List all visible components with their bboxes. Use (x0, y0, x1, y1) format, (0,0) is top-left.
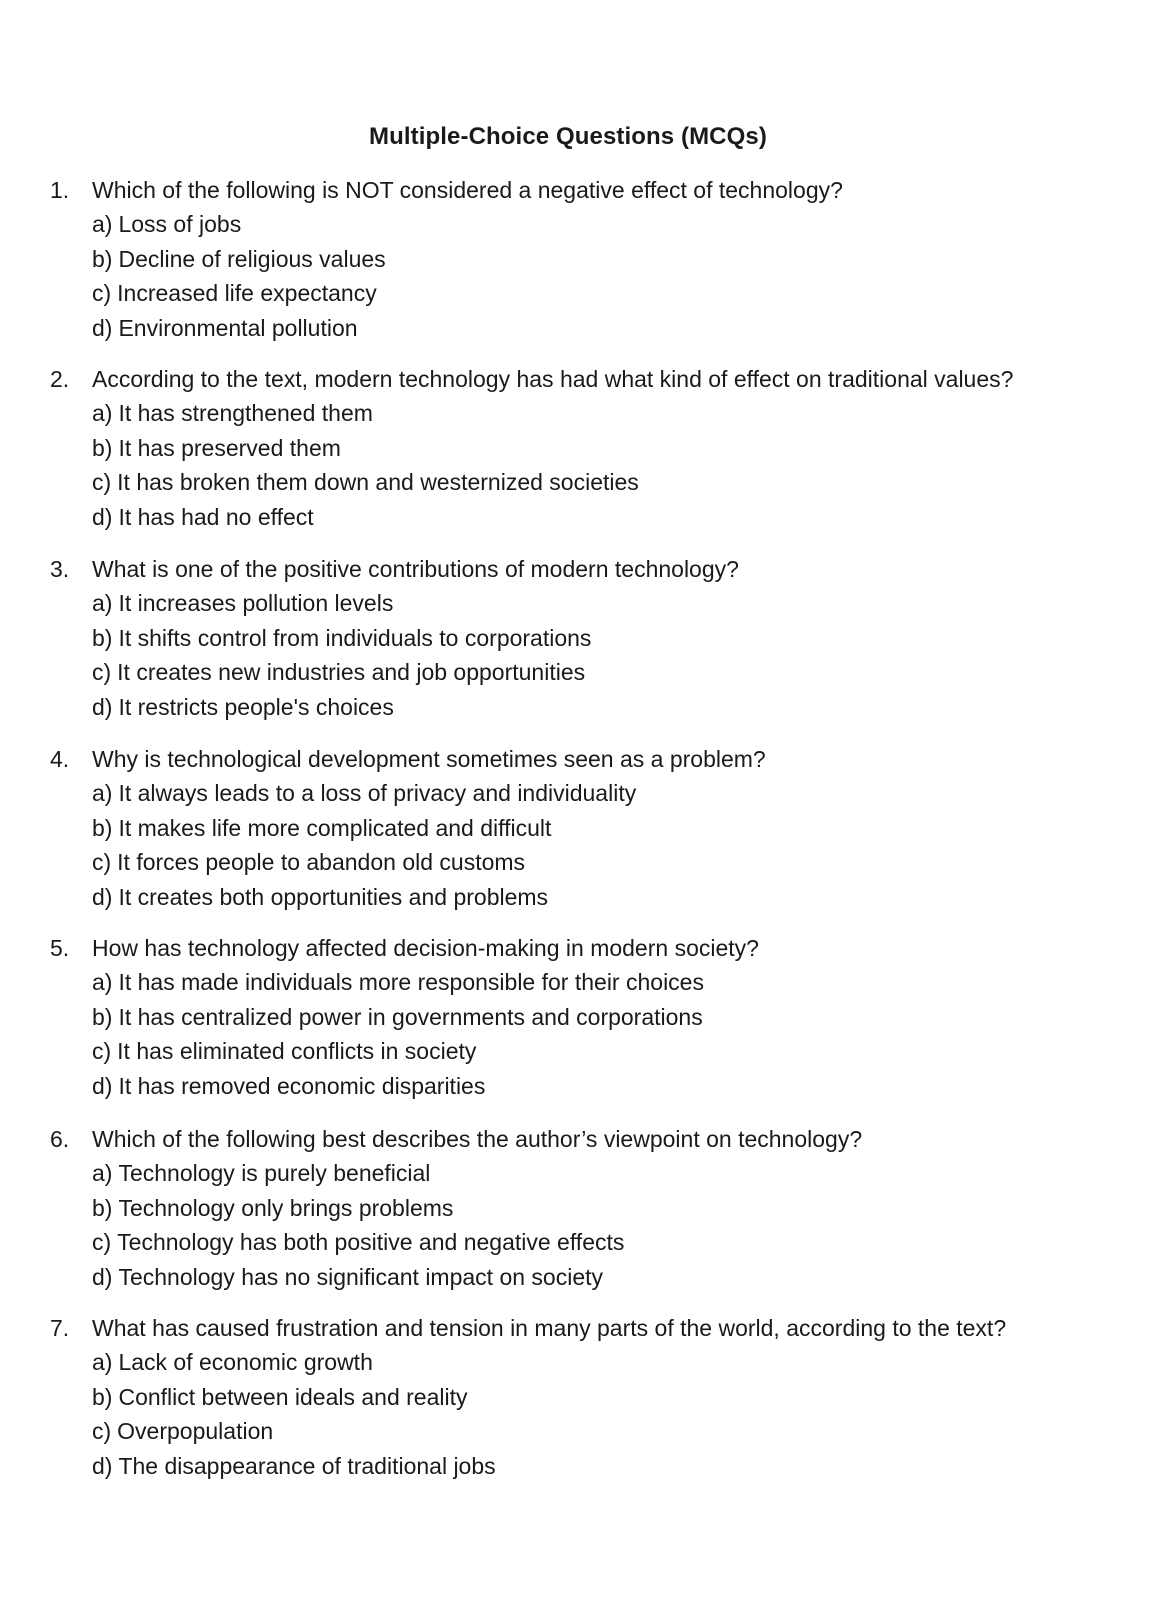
option-d (0, 690, 1156, 725)
option-c (0, 465, 1156, 500)
option-text: It always leads to a loss of privacy and individuality (118, 780, 637, 806)
question-stem (0, 552, 1156, 586)
option-text: It forces people to abandon old customs (117, 849, 526, 875)
option-text: It has broken them down and westernized societies (117, 469, 639, 495)
option-text: It increases pollution levels (118, 590, 394, 616)
option-text: Increased life expectancy (117, 280, 377, 306)
option-letter: c) (92, 1418, 112, 1444)
option-d (0, 311, 1156, 346)
question-stem (0, 173, 1156, 207)
option-a (0, 586, 1156, 621)
option-b (0, 811, 1156, 846)
option-letter: c) (92, 469, 112, 495)
option-text: It shifts control from individuals to corporations (118, 624, 592, 651)
option-d (0, 1069, 1156, 1104)
option-c (0, 1225, 1156, 1260)
option-d (0, 1260, 1156, 1295)
question-text: Which of the following best describes the author’s viewpoint on technology? (92, 1126, 863, 1152)
option-letter: a) (92, 969, 113, 995)
question-text: How has technology affected decision-making in modern society? (92, 935, 759, 961)
question-3 (0, 552, 1156, 724)
option-letter: c) (92, 1038, 112, 1064)
option-b (0, 1000, 1156, 1035)
option-letter: d) (92, 1263, 113, 1290)
option-text: It has centralized power in governments and corporations (118, 1003, 703, 1030)
option-text: Technology has no significant impact on society (118, 1263, 604, 1290)
option-letter: a) (92, 780, 113, 806)
option-letter: c) (92, 849, 112, 875)
question-text: What has caused frustration and tension in many parts of the world, according to the text? (92, 1315, 1007, 1341)
option-c (0, 845, 1156, 880)
option-text: Lack of economic growth (118, 1349, 373, 1375)
option-letter: c) (92, 280, 112, 306)
option-letter: a) (92, 1160, 113, 1186)
question-7 (0, 1311, 1156, 1483)
option-letter: b) (92, 1003, 113, 1030)
option-c (0, 276, 1156, 311)
question-stem (0, 1311, 1156, 1345)
option-letter: d) (92, 883, 113, 910)
option-a (0, 776, 1156, 811)
option-text: It has removed economic disparities (118, 1072, 486, 1099)
question-5 (0, 931, 1156, 1103)
question-stem (0, 1122, 1156, 1156)
option-letter: b) (92, 1383, 113, 1410)
option-letter: c) (92, 659, 112, 685)
option-letter: a) (92, 400, 113, 426)
question-2 (0, 362, 1156, 534)
option-letter: b) (92, 434, 113, 461)
option-c (0, 1414, 1156, 1449)
option-b (0, 242, 1156, 277)
option-a (0, 1156, 1156, 1191)
question-number: 4. (50, 746, 70, 772)
page-title: Multiple-Choice Questions (MCQs) (369, 123, 767, 150)
option-text: Overpopulation (117, 1418, 274, 1444)
option-b (0, 621, 1156, 656)
question-text: Why is technological development sometimes seen as a problem? (92, 746, 766, 772)
option-text: Technology has both positive and negative effects (117, 1229, 625, 1255)
option-letter: a) (92, 211, 113, 237)
option-a (0, 1345, 1156, 1380)
option-a (0, 207, 1156, 242)
option-text: Technology is purely beneficial (118, 1160, 431, 1186)
question-number: 3. (50, 556, 70, 582)
option-text: Technology only brings problems (118, 1194, 454, 1221)
option-c (0, 655, 1156, 690)
option-text: It has eliminated conflicts in society (117, 1038, 477, 1064)
option-text: It has had no effect (118, 503, 314, 530)
option-text: It has strengthened them (118, 400, 373, 426)
option-text: It restricts people's choices (118, 693, 394, 720)
option-letter: b) (92, 1194, 113, 1221)
option-text: Conflict between ideals and reality (118, 1383, 468, 1410)
option-d (0, 880, 1156, 915)
question-4 (0, 742, 1156, 914)
option-text: It creates new industries and job opportunities (117, 659, 586, 685)
option-b (0, 1191, 1156, 1226)
question-number: 7. (50, 1315, 70, 1341)
option-letter: c) (92, 1229, 112, 1255)
question-number: 2. (50, 366, 70, 392)
question-number: 1. (50, 177, 70, 203)
option-b (0, 1380, 1156, 1415)
option-letter: d) (92, 1452, 113, 1479)
option-letter: b) (92, 624, 113, 651)
question-stem (0, 742, 1156, 776)
option-letter: d) (92, 1072, 113, 1099)
option-letter: a) (92, 590, 113, 616)
option-text: It makes life more complicated and difficult (118, 814, 552, 841)
option-d (0, 500, 1156, 535)
option-text: Loss of jobs (118, 211, 242, 237)
question-number: 6. (50, 1126, 70, 1152)
option-a (0, 396, 1156, 431)
option-text: Decline of religious values (118, 245, 386, 272)
option-letter: a) (92, 1349, 113, 1375)
option-c (0, 1034, 1156, 1069)
option-text: It creates both opportunities and problems (118, 883, 549, 910)
question-1 (0, 173, 1156, 345)
option-text: Environmental pollution (118, 314, 358, 341)
option-letter: d) (92, 503, 113, 530)
question-text: Which of the following is NOT considered a negative effect of technology? (92, 177, 843, 203)
question-text: According to the text, modern technology has had what kind of effect on traditional values? (92, 366, 1014, 392)
option-a (0, 965, 1156, 1000)
option-text: It has preserved them (118, 434, 341, 461)
option-letter: d) (92, 693, 113, 720)
question-stem (0, 362, 1156, 396)
question-text: What is one of the positive contributions of modern technology? (92, 556, 739, 582)
option-letter: d) (92, 314, 113, 341)
question-stem (0, 931, 1156, 965)
option-b (0, 431, 1156, 466)
option-d (0, 1449, 1156, 1484)
option-text: The disappearance of traditional jobs (118, 1452, 496, 1479)
question-6 (0, 1122, 1156, 1294)
option-text: It has made individuals more responsible for their choices (118, 969, 704, 995)
option-letter: b) (92, 245, 113, 272)
option-letter: b) (92, 814, 113, 841)
question-number: 5. (50, 935, 70, 961)
